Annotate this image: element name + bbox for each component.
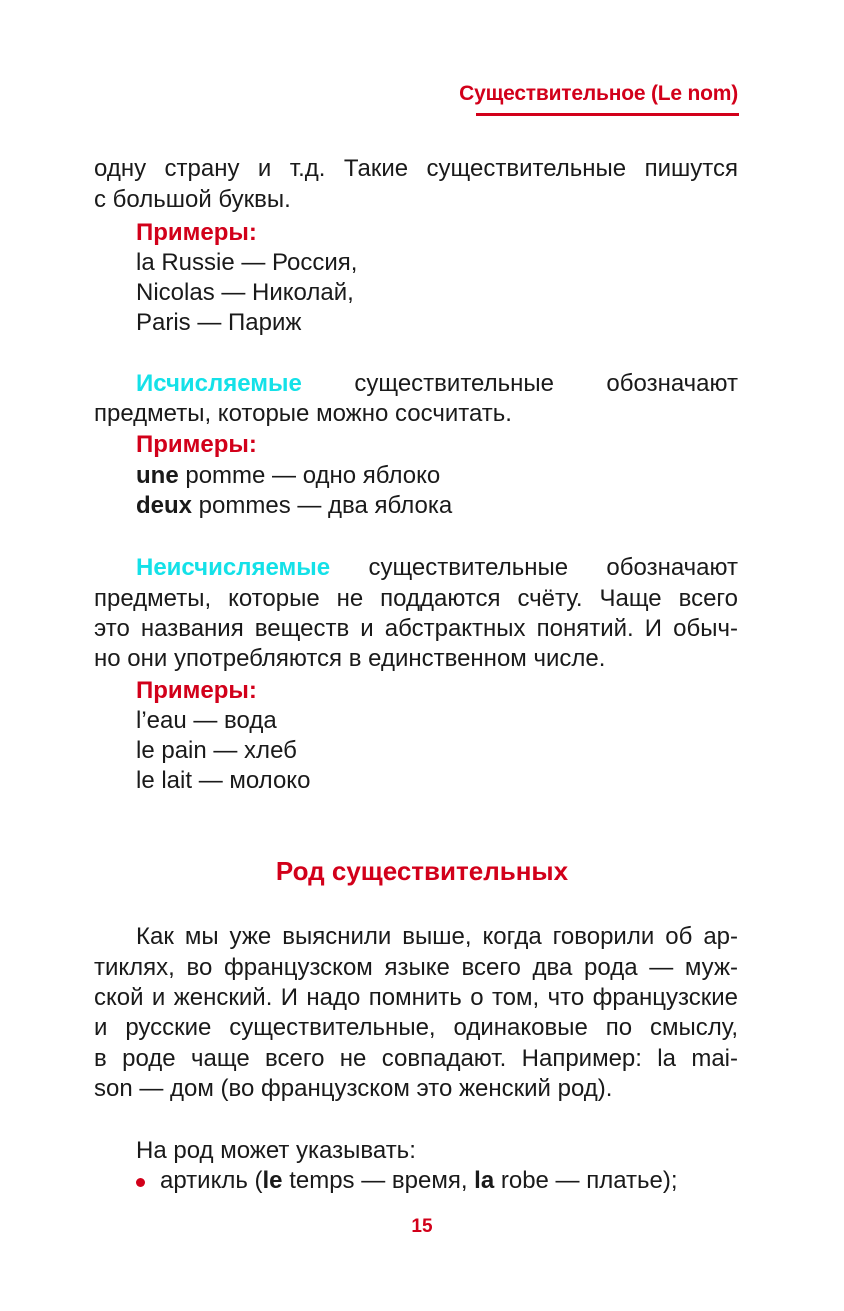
gender-para-line-4: и русские существительные, одинаковые по смыслу, — [94, 1014, 738, 1041]
countable-line-1: Исчисляемые существительные обозначают — [136, 370, 738, 397]
examples-label-2: Примеры: — [136, 431, 257, 458]
gender-para-line-3: ской и женский. И надо помнить о том, что французские — [94, 984, 738, 1011]
example-item: Nicolas — Николай, — [136, 279, 354, 306]
uncountable-line-2: предметы, которые не поддаются счёту. Чаще всего — [94, 585, 738, 612]
bullet-dot-icon — [136, 1178, 145, 1187]
example-item: le lait — молоко — [136, 767, 311, 794]
example-item: le pain — хлеб — [136, 737, 297, 764]
gender-para-line-2: тиклях, во французском языке всего два рода — муж- — [94, 954, 738, 981]
countable-line-2: предметы, которые можно сосчитать. — [94, 400, 512, 427]
gender-para-line-5: в роде чаще всего не совпадают. Например: la mai- — [94, 1045, 738, 1072]
uncountable-line-1: Неисчисляемые существительные обозначают — [136, 554, 738, 581]
example-item: la Russie — Россия, — [136, 249, 358, 276]
gender-indicator-intro: На род может указывать: — [136, 1137, 416, 1164]
header-underline — [476, 113, 739, 116]
examples-label-1: Примеры: — [136, 219, 257, 246]
uncountable-line-4: но они употребляются в единственном числе. — [94, 645, 606, 672]
intro-line-1: одну страну и т.д. Такие существительные пишутся — [94, 155, 738, 182]
countable-term: Исчисляемые — [136, 370, 302, 397]
intro-line-2: с большой буквы. — [94, 186, 291, 213]
section-heading: Род существительных — [275, 856, 569, 886]
gender-para-line-6: son — дом (во французском это женский род). — [94, 1075, 613, 1102]
example-item: une pomme — одно яблоко — [136, 462, 441, 489]
gender-para-line-1: Как мы уже выяснили выше, когда говорили об ар- — [136, 923, 738, 950]
uncountable-term: Неисчисляемые — [136, 554, 331, 581]
uncountable-line-3: это названия веществ и абстрактных понятий. И обыч- — [94, 615, 738, 642]
example-item: Paris — Париж — [136, 309, 302, 336]
bullet-item: артикль (le temps — время, la robe — платье); — [160, 1167, 678, 1194]
page-number: 15 — [411, 1216, 433, 1237]
running-header: Существительное (Le nom) — [459, 82, 738, 105]
example-item: deux pommes — два яблока — [136, 492, 453, 519]
examples-label-3: Примеры: — [136, 677, 257, 704]
example-item: l’eau — вода — [136, 707, 277, 734]
